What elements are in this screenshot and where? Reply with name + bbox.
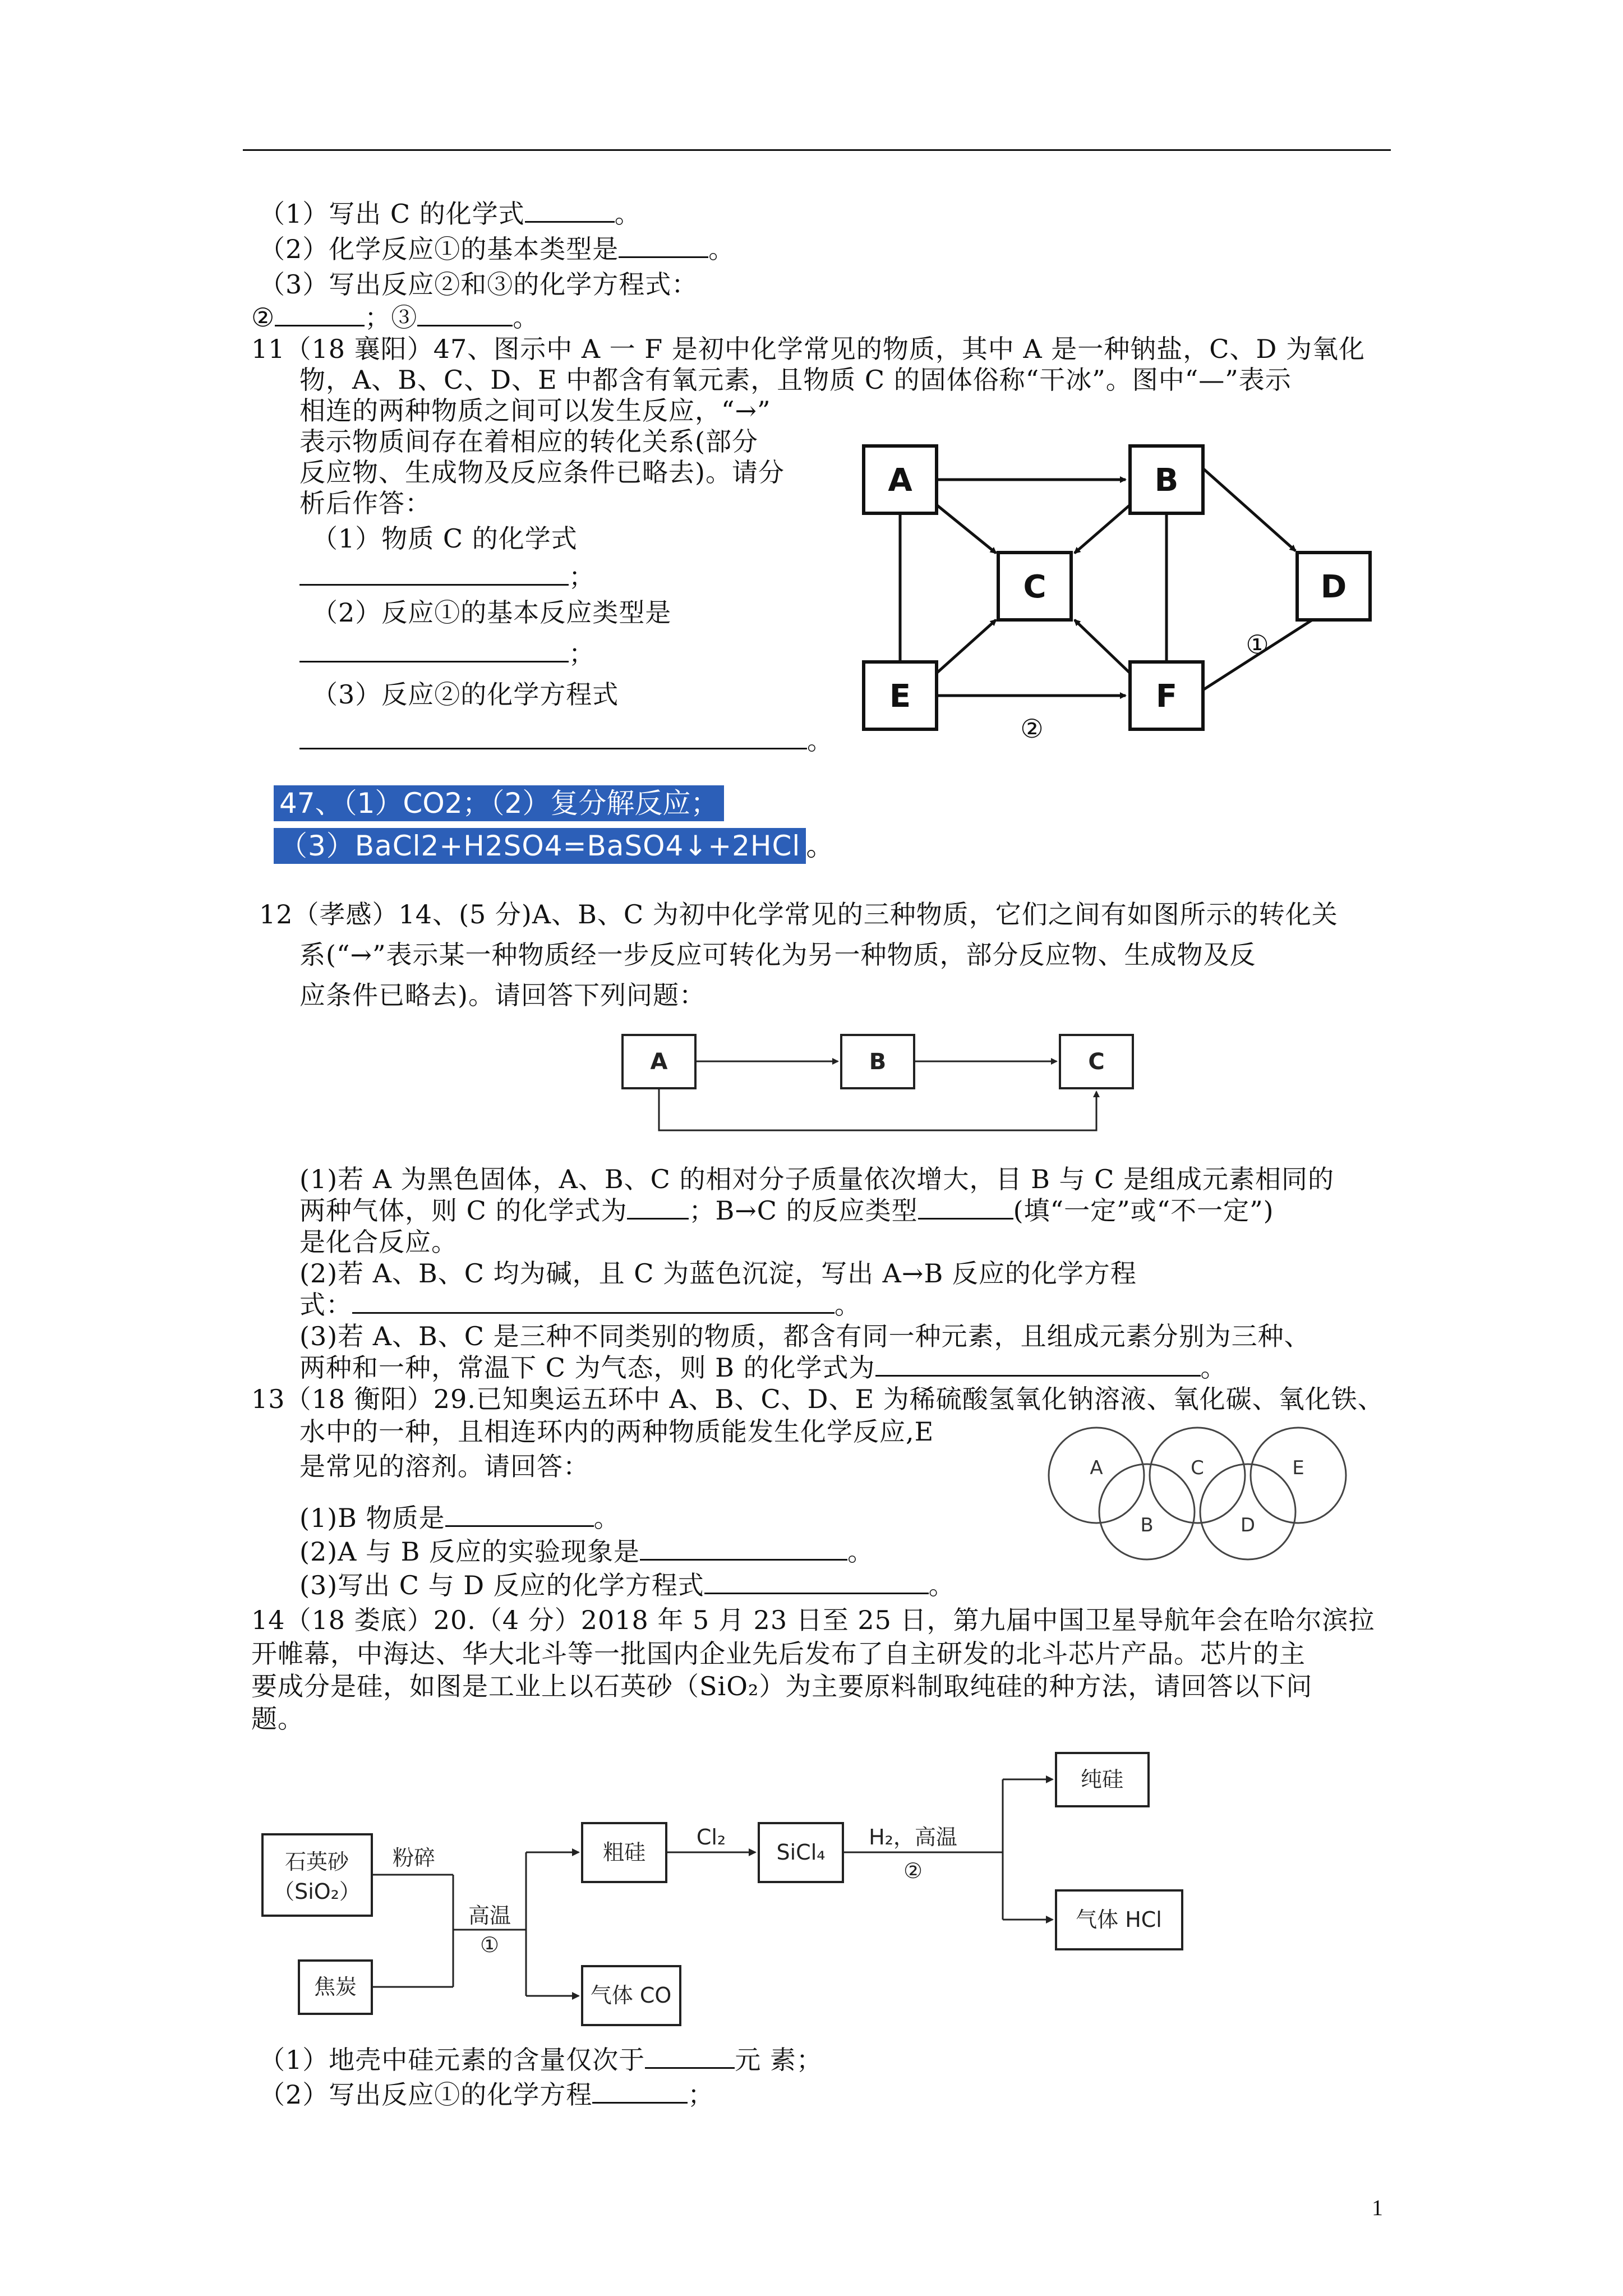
q11-arrow-e-c — [937, 620, 996, 673]
q11-answer-line-1: 47、（1）CO2；（2）复分解反应； — [274, 785, 724, 821]
q14-label-hcl: 气体 HCl — [1076, 1907, 1162, 1932]
q11-sub-2: （2）反应①的基本反应类型是 — [312, 597, 672, 628]
q12-label-b: B — [869, 1049, 887, 1075]
q12-sub-1a: (1)若 A 为黑色固体，A、B、C 的相对分子质量依次增大，目 B 与 C 是组成元素相同的 — [299, 1164, 1334, 1194]
q11-label-r1: ① — [1246, 629, 1269, 660]
q11-reaction-diagram — [841, 426, 1391, 763]
q13-ring-b — [1099, 1464, 1195, 1559]
q10-line-4: ② ；③ 。 — [251, 302, 540, 333]
q12-sub-3a: (3)若 A、B、C 是三种不同类别的物质，都含有同一种元素，且组成元素分别为三种、 — [299, 1321, 1311, 1351]
q13-sub-3: (3)写出 C 与 D 反应的化学方程式 。 — [299, 1570, 955, 1600]
q14-process-flowchart — [251, 1745, 1238, 2036]
q14-paragraph-3: 要成分是硅，如图是工业上以石英砂（SiO₂）为主要原料制取纯硅的种方法，请回答以下问 — [251, 1671, 1313, 1701]
q11-arrow-f-c — [1075, 620, 1130, 673]
q10-line-1: （1）写出 C 的化学式 。 — [259, 199, 641, 229]
q10-line-2: （2）化学反应①的基本类型是 。 — [259, 234, 735, 264]
q13-ring-label-c: C — [1191, 1457, 1204, 1479]
q13-ring-label-e: E — [1292, 1457, 1304, 1479]
q14-paragraph-1: 14（18 娄底）20.（4 分）2018 年 5 月 23 日至 25 日，第九届中国卫星导航年会在哈尔滨拉 — [251, 1605, 1375, 1635]
q11-arrow-b-d — [1203, 468, 1295, 551]
q13-paragraph-2: 水中的一种，且相连环内的两种物质能发生化学反应,E — [299, 1416, 934, 1447]
q13-sub-2: (2)A 与 B 反应的实验现象是 。 — [299, 1536, 874, 1567]
q11-sub-3: （3）反应②的化学方程式 — [312, 679, 619, 710]
q14-label-sand-1: 石英砂 — [284, 1849, 349, 1874]
q12-label-c: C — [1088, 1049, 1105, 1075]
q13-ring-d — [1200, 1464, 1295, 1559]
q11-paragraph-2: 物，A、B、C、D、E 中都含有氧元素，且物质 C 的固体俗称“干冰”。图中“—”表示 — [299, 365, 1292, 395]
q14-label-coke: 焦炭 — [313, 1975, 357, 1999]
q11-paragraph-4: 表示物质间存在着相应的转化关系(部分 — [299, 426, 758, 457]
q12-paragraph-1: 12（孝感）14、(5 分)A、B、C 为初中化学常见的三种物质，它们之间有如图所示的转化关 — [259, 899, 1338, 930]
q11-paragraph-6: 析后作答： — [299, 488, 431, 518]
q11-answer-line-2: （3）BaCl2+H2SO4=BaSO4↓+2HCl 。 — [274, 828, 834, 864]
q12-sub-1e: 是化合反应。 — [299, 1227, 458, 1257]
q11-sub-2-blank: ； — [299, 637, 595, 670]
q11-label-d: D — [1320, 569, 1347, 605]
q14-label-cl2: Cl₂ — [696, 1825, 726, 1849]
q12-sub-3b: 两种和一种，常温下 C 为气态，则 B 的化学式为 。 — [299, 1352, 1227, 1383]
q12-sub-1b: 两种气体，则 C 的化学式为 ；B→C 的反应类型 (填“一定”或“不一定”) — [299, 1195, 1274, 1226]
q14-paragraph-2: 开帷幕，中海达、华大北斗等一批国内企业先后发布了自主研发的北斗芯片产品。芯片的主 — [251, 1639, 1306, 1669]
q12-paragraph-2: 系(“→”表示某一种物质经一步反应可转化为另一种物质，部分反应物、生成物及反 — [299, 940, 1256, 970]
q14-sub-2: （2）写出反应①的化学方程 ； — [259, 2079, 714, 2110]
q13-paragraph-3: 是常见的溶剂。请回答： — [299, 1451, 589, 1481]
q11-answer-line-2-highlight: （3）BaCl2+H2SO4=BaSO4↓+2HCl — [274, 828, 806, 864]
q12-label-a: A — [650, 1049, 668, 1075]
q14-label-pure: 纯硅 — [1080, 1767, 1124, 1792]
q12-sub-2a: (2)若 A、B、C 均为碱，且 C 为蓝色沉淀，写出 A→B 反应的化学方程 — [299, 1258, 1137, 1289]
q13-olympic-rings — [1043, 1419, 1357, 1565]
q11-label-b: B — [1154, 462, 1179, 499]
q11-label-r2: ② — [1020, 714, 1044, 744]
q11-paragraph-1: 11（18 襄阳）47、图示中 A 一 F 是初中化学常见的物质，其中 A 是一种钠盐，C、D 为氧化 — [251, 334, 1366, 364]
q11-label-e: E — [889, 678, 911, 715]
q12-reaction-diagram — [617, 1021, 1155, 1150]
q11-label-c: C — [1023, 569, 1046, 605]
q11-sub-1-blank: ； — [299, 560, 595, 593]
q11-sub-3-blank: 。 — [299, 724, 833, 757]
q10-line-3: （3）写出反应②和③的化学方程式： — [259, 269, 698, 300]
q11-sub-1: （1）物质 C 的化学式 — [312, 523, 578, 554]
page-number: 1 — [1372, 2195, 1383, 2220]
q14-label-h2: H₂，高温 — [869, 1825, 957, 1849]
q12-sub-2b: 式： 。 — [299, 1290, 861, 1320]
q11-paragraph-3: 相连的两种物质之间可以发生反应，“→” — [299, 395, 771, 426]
q12-arrow-a-c — [659, 1088, 1096, 1130]
header-rule — [243, 149, 1391, 151]
q14-label-sicl4: SiCl₄ — [776, 1840, 826, 1865]
q14-sub-1: （1）地壳中硅元素的含量仅次于 元 素； — [259, 2045, 823, 2075]
q13-ring-label-b: B — [1140, 1514, 1154, 1536]
q14-label-hightemp: 高温 — [468, 1903, 511, 1928]
q14-label-co: 气体 CO — [590, 1983, 672, 2008]
q11-arrow-b-c — [1075, 505, 1130, 553]
q14-label-crush: 粉碎 — [392, 1846, 436, 1870]
q13-paragraph-1: 13（18 衡阳）29.已知奥运五环中 A、B、C、D、E 为稀硫酸氢氧化钠溶液、氧化碳、氧化铁、 — [251, 1384, 1384, 1414]
q14-label-crude: 粗硅 — [602, 1840, 646, 1865]
q13-ring-label-a: A — [1090, 1457, 1103, 1479]
q11-label-f: F — [1155, 678, 1178, 715]
q13-ring-label-d: D — [1240, 1514, 1256, 1536]
q13-sub-1: (1)B 物质是 。 — [299, 1503, 620, 1533]
q11-arrow-a-c — [937, 505, 996, 553]
q14-label-step1: ① — [479, 1932, 500, 1957]
q14-label-sand-2: （SiO₂） — [273, 1879, 361, 1904]
q12-paragraph-3: 应条件已略去)。请回答下列问题： — [299, 980, 706, 1010]
q11-label-a: A — [888, 462, 912, 499]
q14-paragraph-4: 题。 — [251, 1704, 304, 1734]
q11-paragraph-5: 反应物、生成物及反应条件已略去)。请分 — [299, 457, 785, 487]
q14-label-step2: ② — [903, 1858, 923, 1883]
